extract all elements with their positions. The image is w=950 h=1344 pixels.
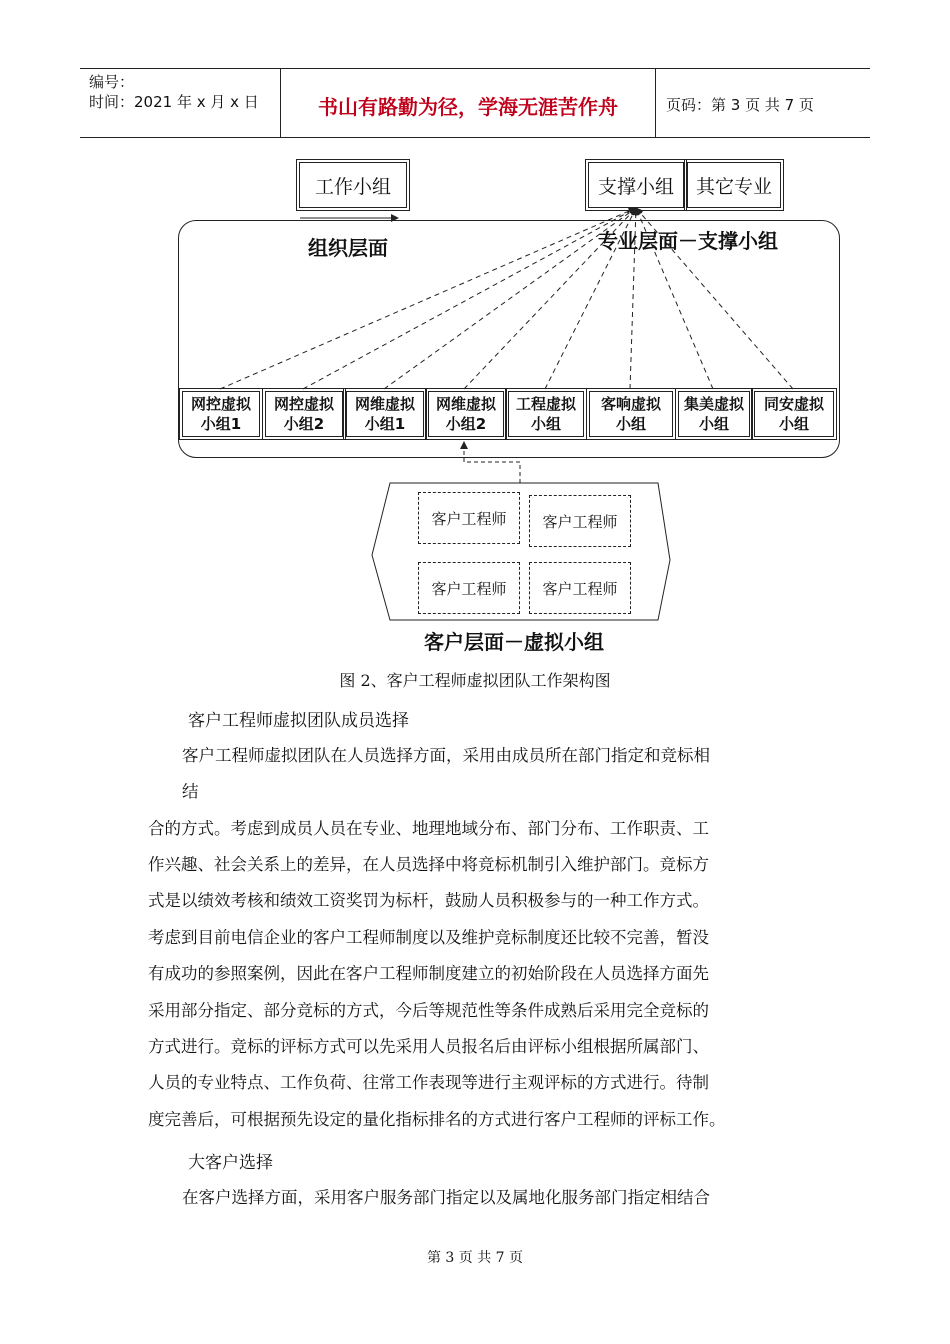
support-group-box: 支撑小组 — [588, 162, 684, 208]
page-footer: 第 3 页 共 7 页 — [426, 1250, 524, 1266]
paragraph-line: 度完善后，可根据预先设定的量化指标排名的方式进行客户工程师的评标工作。 — [148, 1110, 726, 1129]
diagram-lines — [0, 0, 950, 660]
work-group-box: 工作小组 — [299, 162, 407, 208]
customer-engineer-box: 客户工程师 — [418, 492, 520, 544]
section-heading: 大客户选择 — [188, 1153, 273, 1173]
paragraph-line: 采用部分指定、部分竞标的方式，今后等规范性等条件成熟后采用完全竞标的 — [148, 1001, 709, 1020]
paragraph-line: 在客户选择方面，采用客户服务部门指定以及属地化服务部门指定相结合 — [182, 1188, 710, 1207]
page-label: 页码：第 3 页 共 7 页 — [666, 96, 814, 114]
section-heading: 客户工程师虚拟团队成员选择 — [188, 711, 409, 731]
virtual-group-box: 工程虚拟 小组 — [508, 391, 584, 437]
customer-engineer-box: 客户工程师 — [529, 495, 631, 547]
customer-link — [464, 442, 520, 483]
virtual-group-box: 网控虚拟 小组2 — [265, 391, 343, 437]
virtual-group-box: 同安虚拟 小组 — [754, 391, 834, 437]
paragraph-line: 式是以绩效考核和绩效工资奖罚为标杆，鼓励人员积极参与的一种工作方式。 — [148, 891, 709, 910]
virtual-group-box: 网控虚拟 小组1 — [182, 391, 260, 437]
org-level-label: 组织层面 — [308, 236, 388, 260]
number-label: 编号： — [89, 73, 135, 91]
specialty-level-label: 专业层面－支撑小组 — [598, 229, 778, 253]
paragraph-line: 合的方式。考虑到成员人员在专业、地理地域分布、部门分布、工作职责、工 — [148, 819, 709, 838]
figure-caption: 图 2、客户工程师虚拟团队工作架构图 — [339, 671, 611, 690]
virtual-group-box: 客响虚拟 小组 — [589, 391, 673, 437]
paragraph-line: 方式进行。竞标的评标方式可以先采用人员报名后由评标小组根据所属部门、 — [148, 1037, 709, 1056]
virtual-group-box: 网维虚拟 小组1 — [346, 391, 424, 437]
paragraph-line: 有成功的参照案例，因此在客户工程师制度建立的初始阶段在人员选择方面先 — [148, 964, 709, 983]
paragraph-line: 作兴趣、社会关系上的差异，在人员选择中将竞标机制引入维护部门。竞标方 — [148, 855, 709, 874]
time-label: 时间：2021 年 x 月 x 日 — [89, 93, 259, 111]
virtual-group-box: 网维虚拟 小组2 — [428, 391, 504, 437]
customer-engineer-box: 客户工程师 — [529, 562, 631, 614]
paragraph-line: 考虑到目前电信企业的客户工程师制度以及维护竞标制度还比较不完善，暂没 — [148, 928, 709, 947]
customer-level-label: 客户层面－虚拟小组 — [424, 630, 604, 654]
customer-engineer-box: 客户工程师 — [418, 562, 520, 614]
paragraph-line: 结 — [182, 782, 199, 801]
virtual-group-box: 集美虚拟 小组 — [678, 391, 750, 437]
other-specialty-box: 其它专业 — [687, 162, 781, 208]
paragraph-line: 人员的专业特点、工作负荷、往常工作表现等进行主观评标的方式进行。待制 — [148, 1073, 709, 1092]
paragraph-line: 客户工程师虚拟团队在人员选择方面，采用由成员所在部门指定和竞标相 — [182, 746, 710, 765]
motto: 书山有路勤为径，学海无涯苦作舟 — [318, 95, 618, 119]
